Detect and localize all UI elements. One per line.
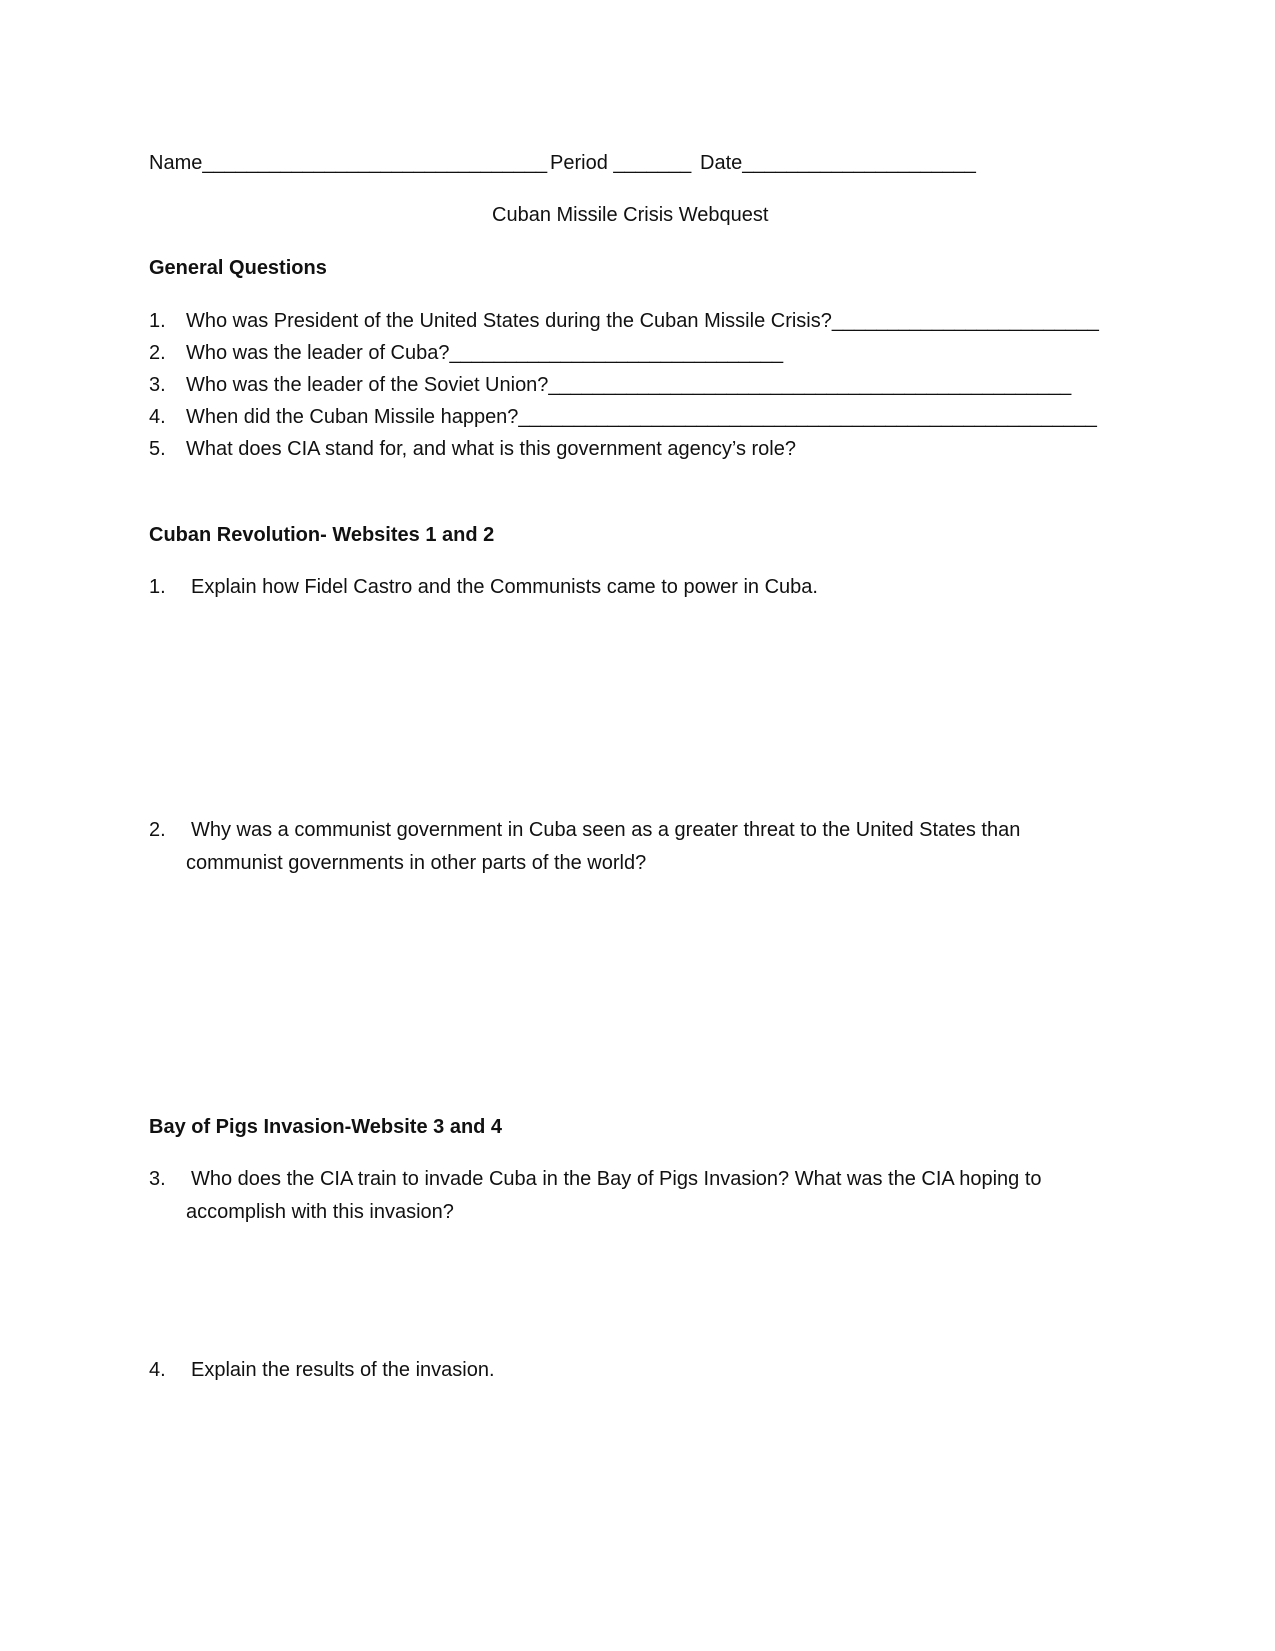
question-number: 4.: [149, 1359, 166, 1381]
question-number: 2.: [149, 342, 166, 364]
name-field[interactable]: Name_______________________________: [149, 152, 548, 174]
question-text-line2: communist governments in other parts of the world?: [186, 852, 647, 874]
question-text: Who was the leader of the Soviet Union?_______________________________________________: [186, 374, 1072, 396]
question-number: 3.: [149, 374, 166, 396]
question-text: Explain how Fidel Castro and the Communists came to power in Cuba.: [191, 576, 818, 598]
question-text-line1: Who does the CIA train to invade Cuba in the Bay of Pigs Invasion? What was the CIA hoping to: [191, 1168, 1042, 1190]
question-text-line1: Why was a communist government in Cuba seen as a greater threat to the United States than: [191, 819, 1021, 841]
question-number: 1.: [149, 576, 166, 598]
question-number: 1.: [149, 310, 166, 332]
question-text: When did the Cuban Missile happen?____________________________________________________: [186, 406, 1097, 428]
question-text: Explain the results of the invasion.: [191, 1359, 495, 1381]
period-field[interactable]: Period _______: [550, 152, 692, 174]
question-text: What does CIA stand for, and what is this government agency’s role?: [186, 438, 796, 460]
question-number: 4.: [149, 406, 166, 428]
date-field[interactable]: Date_____________________: [700, 152, 976, 174]
section-heading-general: General Questions: [149, 257, 327, 279]
page-title: Cuban Missile Crisis Webquest: [492, 204, 769, 226]
section-heading-bay-of-pigs: Bay of Pigs Invasion-Website 3 and 4: [149, 1116, 503, 1138]
section-heading-revolution: Cuban Revolution- Websites 1 and 2: [149, 524, 495, 546]
question-text: Who was President of the United States during the Cuban Missile Crisis?________________________: [186, 310, 1099, 332]
question-number: 2.: [149, 819, 166, 841]
question-number: 5.: [149, 438, 166, 460]
question-number: 3.: [149, 1168, 166, 1190]
question-text: Who was the leader of Cuba?______________________________: [186, 342, 784, 364]
question-text-line2: accomplish with this invasion?: [186, 1201, 454, 1223]
